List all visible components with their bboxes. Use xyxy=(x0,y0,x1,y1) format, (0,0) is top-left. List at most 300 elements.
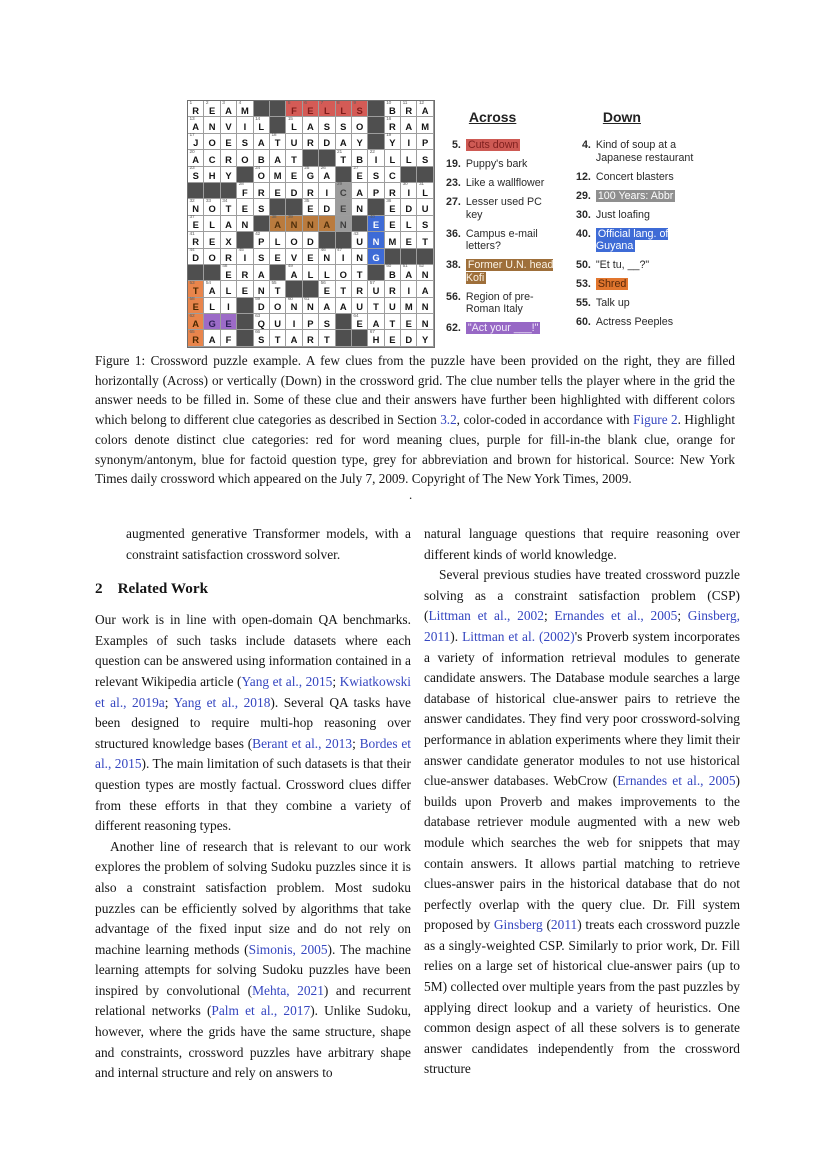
clue-item xyxy=(442,259,560,284)
grid-cell xyxy=(385,298,401,314)
cell-letter: A xyxy=(225,104,232,116)
clue-text: Region of pre-Roman Italy xyxy=(465,290,534,316)
cell-letter: R xyxy=(225,252,232,264)
cell-letter: L xyxy=(274,235,281,247)
grid-cell xyxy=(385,134,401,150)
cell-letter: N xyxy=(208,121,216,133)
grid-cell xyxy=(352,298,368,314)
grid-cell xyxy=(385,150,401,166)
cell-letter: I xyxy=(407,284,411,296)
cell-letter: A xyxy=(208,284,216,296)
cell-letter: N xyxy=(356,203,363,215)
grid-cell-black xyxy=(368,101,384,117)
grid-cell xyxy=(336,249,352,265)
cell-letter: E xyxy=(225,317,232,329)
grid-cell xyxy=(417,265,433,281)
grid-cell xyxy=(254,298,270,314)
cell-letter: E xyxy=(274,186,281,198)
clues-down xyxy=(572,100,750,348)
grid-cell xyxy=(385,101,401,117)
cell-number: 33 xyxy=(205,198,211,204)
cell-letter: T xyxy=(340,284,347,296)
grid-cell-black xyxy=(237,298,253,314)
grid-cell xyxy=(188,232,204,248)
cell-letter: N xyxy=(339,219,347,231)
cell-letter: I xyxy=(227,301,230,313)
cell-letter: L xyxy=(258,121,265,133)
grid-cell xyxy=(204,134,220,150)
cell-number: 53 xyxy=(189,280,195,286)
cell-letter: I xyxy=(243,252,247,264)
clue-text xyxy=(596,228,706,253)
clue-number: 38. xyxy=(446,259,461,272)
grid-cell xyxy=(303,265,319,281)
grid-cell xyxy=(254,183,270,199)
grid-cell-black xyxy=(336,167,352,183)
grid-cell xyxy=(204,232,220,248)
grid-cell xyxy=(204,167,220,183)
grid-cell-black xyxy=(303,281,319,297)
cell-letter: A xyxy=(356,186,363,198)
grid-cell xyxy=(188,167,204,183)
grid-cell xyxy=(188,216,204,232)
grid-cell xyxy=(368,281,384,297)
cell-number: 23 xyxy=(189,166,195,172)
grid-cell-black xyxy=(417,167,433,183)
grid-cell xyxy=(286,101,302,117)
cell-number: 47 xyxy=(337,248,342,254)
grid-cell xyxy=(385,281,401,297)
heading-title: Related Work xyxy=(117,580,209,598)
grid-cell-black xyxy=(188,265,204,281)
cell-letter: M xyxy=(421,121,430,133)
cell-letter: N xyxy=(241,219,249,231)
cell-letter: E xyxy=(340,203,347,215)
cell-number: 26 xyxy=(320,166,326,172)
clue-highlight: Cuts down xyxy=(467,139,519,151)
cell-letter: Y xyxy=(356,137,363,149)
cell-letter: R xyxy=(225,153,232,165)
cell-letter: R xyxy=(388,121,396,133)
cell-number: 44 xyxy=(189,248,195,254)
intro-paragraph: augmented generative Transformer models, with a constraint satisfaction crossword solver. xyxy=(126,526,411,562)
grid-cell xyxy=(336,199,352,215)
cell-number: 54 xyxy=(205,280,211,286)
cell-letter: S xyxy=(241,137,248,149)
cell-letter: A xyxy=(192,153,200,165)
cell-letter: S xyxy=(258,334,265,346)
citation-link[interactable]: Palm et al., 2017 xyxy=(211,1003,311,1019)
clue-text xyxy=(466,139,556,152)
clue-number: 53. xyxy=(576,278,591,291)
grid-cell xyxy=(221,216,237,232)
cell-number: 38 xyxy=(271,215,277,221)
clue-text xyxy=(596,190,706,203)
cell-number: 15 xyxy=(287,116,293,122)
cell-letter: O xyxy=(274,301,282,313)
cell-letter: E xyxy=(372,219,380,231)
cell-number: 34 xyxy=(222,198,228,204)
cell-letter: A xyxy=(208,334,216,346)
citation-link[interactable]: Littman et al., 2002 xyxy=(428,608,544,624)
cell-letter: U xyxy=(421,203,429,215)
citation-link[interactable]: Berant et al., 2013 xyxy=(252,735,353,751)
cell-letter: A xyxy=(192,317,200,329)
grid-cell-black xyxy=(319,232,335,248)
cell-letter: L xyxy=(209,219,215,231)
cell-number: 64 xyxy=(353,313,359,319)
grid-cell xyxy=(254,232,270,248)
column-right xyxy=(424,524,740,1080)
grid-cell xyxy=(303,134,319,150)
grid-cell xyxy=(336,265,352,281)
cell-letter: E xyxy=(307,252,314,264)
cell-letter: S xyxy=(192,170,199,182)
cell-number: 11 xyxy=(402,100,408,106)
grid-cell xyxy=(204,117,220,133)
clue-text: Kind of soup at a Japanese restaurant xyxy=(595,139,694,164)
grid-cell xyxy=(221,265,237,281)
grid-cell xyxy=(270,183,286,199)
clue-number: 40. xyxy=(576,227,591,240)
grid-cell xyxy=(401,314,417,330)
cell-number: 5 xyxy=(287,100,291,106)
citation-link[interactable]: Simonis, 2005 xyxy=(248,941,328,957)
cell-number: 25 xyxy=(304,166,310,172)
grid-cell xyxy=(286,298,302,314)
citation-link[interactable]: Yang et al., 2018 xyxy=(173,694,271,710)
cell-letter: A xyxy=(323,301,331,313)
down-title: Down xyxy=(602,109,641,125)
cell-letter: L xyxy=(340,104,347,116)
grid-cell xyxy=(336,281,352,297)
cell-letter: A xyxy=(192,121,200,133)
cell-letter: R xyxy=(192,104,200,116)
grid-cell xyxy=(270,216,286,232)
grid-cell xyxy=(352,101,368,117)
cell-letter: H xyxy=(208,170,216,182)
clue-highlight: Former U.N. head Kofi xyxy=(465,259,554,284)
cell-letter: E xyxy=(192,301,199,313)
cell-letter: R xyxy=(257,186,265,198)
grid-cell xyxy=(336,216,352,232)
cell-letter: Y xyxy=(389,137,396,149)
grid-cell xyxy=(401,199,417,215)
grid-cell xyxy=(188,117,204,133)
cell-number: 27 xyxy=(353,166,359,172)
cell-letter: A xyxy=(339,137,347,149)
cell-letter: T xyxy=(373,301,379,313)
cell-letter: U xyxy=(290,137,298,149)
cell-letter: V xyxy=(225,121,232,133)
cell-letter: A xyxy=(290,268,298,280)
cell-letter: A xyxy=(274,153,282,165)
cell-number: 52 xyxy=(418,264,424,270)
citation-link[interactable]: Ginsberg xyxy=(493,917,543,933)
grid-cell-black xyxy=(254,216,270,232)
grid-cell-black xyxy=(270,265,286,281)
clue-item xyxy=(572,259,750,272)
clue-number: 60. xyxy=(576,316,591,329)
cell-number: 1 xyxy=(189,100,192,106)
grid-cell xyxy=(385,330,401,346)
cell-number: 16 xyxy=(386,116,392,122)
cell-letter: F xyxy=(242,186,248,198)
cell-letter: U xyxy=(356,235,363,247)
cell-letter: L xyxy=(291,121,297,133)
grid-cell xyxy=(319,134,335,150)
citation-link[interactable]: Mehta, 2021 xyxy=(252,982,324,998)
cell-letter: P xyxy=(372,186,380,198)
cell-letter: D xyxy=(257,301,265,313)
cell-letter: D xyxy=(323,203,331,215)
cell-letter: E xyxy=(356,170,363,182)
grid-cell xyxy=(188,199,204,215)
cell-letter: S xyxy=(422,153,429,165)
citation-link[interactable]: 2011 xyxy=(550,917,578,933)
grid-cell xyxy=(336,134,352,150)
citation-link[interactable]: Ernandes et al., 2005 xyxy=(554,608,678,624)
clue-item xyxy=(572,278,750,291)
cell-number: 2 xyxy=(205,100,209,106)
cell-letter: L xyxy=(405,153,412,165)
cell-letter: L xyxy=(209,301,215,313)
cell-letter: U xyxy=(356,301,363,313)
grid-cell xyxy=(237,265,253,281)
grid-cell xyxy=(221,117,237,133)
clue-number: 29. xyxy=(576,189,591,202)
clue-text xyxy=(466,322,556,335)
cell-letter: R xyxy=(241,268,249,280)
down-clue-list xyxy=(572,139,750,329)
cell-letter: N xyxy=(257,284,265,296)
cell-number: 36 xyxy=(386,198,392,204)
cell-letter: R xyxy=(192,334,200,346)
citation-link[interactable]: 3.2 xyxy=(440,412,457,428)
grid-cell xyxy=(237,117,253,133)
grid-cell xyxy=(336,298,352,314)
grid-cell xyxy=(303,199,319,215)
cell-number: 55 xyxy=(271,280,277,286)
cell-letter: A xyxy=(257,268,265,280)
grid-cell xyxy=(188,298,204,314)
cell-letter: M xyxy=(273,170,282,182)
cell-number: 62 xyxy=(189,313,195,319)
grid-cell xyxy=(352,249,368,265)
grid-cell xyxy=(221,314,237,330)
grid-cell xyxy=(417,330,433,346)
grid-cell xyxy=(286,314,302,330)
cell-letter: A xyxy=(421,284,429,296)
grid-cell xyxy=(319,249,335,265)
cell-number: 66 xyxy=(255,329,260,335)
grid-cell xyxy=(188,101,204,117)
grid-cell xyxy=(352,199,368,215)
cell-number: 61 xyxy=(304,297,310,303)
grid-cell-black xyxy=(417,249,433,265)
cell-letter: E xyxy=(208,104,216,116)
cell-letter: D xyxy=(405,203,413,215)
cell-letter: S xyxy=(323,317,330,329)
clues-across xyxy=(442,100,560,348)
citation-link[interactable]: Ginsberg, 2011 xyxy=(424,608,740,644)
cell-letter: I xyxy=(407,137,411,149)
grid-cell xyxy=(286,265,302,281)
grid-cell xyxy=(204,298,220,314)
grid-cell-black xyxy=(204,265,220,281)
cell-letter: E xyxy=(208,235,216,247)
cell-letter: O xyxy=(257,170,265,182)
cell-number: 58 xyxy=(189,297,195,303)
cell-letter: A xyxy=(307,121,314,133)
cell-letter: A xyxy=(323,170,331,182)
column-left xyxy=(95,524,411,1084)
cell-number: 24 xyxy=(255,166,260,172)
grid-cell-black xyxy=(188,183,204,199)
cell-letter: M xyxy=(404,301,413,313)
cell-letter: R xyxy=(307,137,314,149)
cell-letter: F xyxy=(291,104,297,116)
crossword-grid xyxy=(187,100,435,348)
citation-link[interactable]: Figure 2 xyxy=(633,412,678,428)
cell-letter: N xyxy=(307,301,314,313)
cell-letter: E xyxy=(389,334,396,346)
cell-letter: E xyxy=(307,203,314,215)
citation-link[interactable]: Yang et al., 2015 xyxy=(241,673,333,689)
grid-cell xyxy=(352,265,368,281)
grid-cell-black xyxy=(237,232,253,248)
cell-number: 41 xyxy=(189,231,195,237)
cell-letter: A xyxy=(257,137,265,149)
grid-cell xyxy=(286,330,302,346)
grid-cell xyxy=(303,183,319,199)
grid-cell-black xyxy=(221,183,237,199)
grid-cell xyxy=(319,216,335,232)
clue-highlight: "Act your ___!" xyxy=(467,322,539,335)
cell-number: 57 xyxy=(369,280,375,286)
cell-letter: R xyxy=(356,284,363,296)
across-title: Across xyxy=(468,109,517,125)
grid-cell xyxy=(417,298,433,314)
grid-cell xyxy=(303,249,319,265)
cell-letter: H xyxy=(372,334,380,346)
grid-cell xyxy=(368,183,384,199)
grid-cell xyxy=(270,314,286,330)
cell-number: 6 xyxy=(304,100,307,106)
cell-letter: J xyxy=(193,137,199,149)
grid-cell xyxy=(270,167,286,183)
paragraph: natural language questions that require reasoning over different kinds of world knowledge. xyxy=(424,526,740,562)
grid-cell xyxy=(385,265,401,281)
cell-letter: R xyxy=(405,104,413,116)
grid-cell xyxy=(368,232,384,248)
grid-cell xyxy=(303,101,319,117)
cell-number: 46 xyxy=(320,248,326,254)
cell-letter: G xyxy=(306,170,315,182)
grid-cell xyxy=(352,232,368,248)
cell-letter: N xyxy=(356,252,363,264)
grid-cell xyxy=(286,134,302,150)
clue-text xyxy=(596,278,706,291)
cell-letter: O xyxy=(339,268,347,280)
cell-letter: N xyxy=(307,219,314,231)
cell-letter: R xyxy=(307,334,314,346)
cell-letter: E xyxy=(389,203,396,215)
cell-letter: R xyxy=(307,186,314,198)
cell-letter: U xyxy=(274,317,282,329)
clue-item xyxy=(572,316,750,329)
grid-cell xyxy=(352,167,368,183)
cell-letter: N xyxy=(290,301,298,313)
across-clue-list xyxy=(442,139,560,335)
grid-cell-black xyxy=(336,232,352,248)
grid-cell xyxy=(319,183,335,199)
cell-letter: D xyxy=(192,252,200,264)
cell-letter: T xyxy=(274,137,281,149)
cell-letter: L xyxy=(225,284,232,296)
cell-letter: S xyxy=(258,252,265,264)
citation-link[interactable]: Ernandes et al., 2005 xyxy=(617,773,736,789)
grid-cell-black xyxy=(286,199,302,215)
grid-cell xyxy=(319,117,335,133)
cell-letter: N xyxy=(372,235,380,247)
grid-cell-black xyxy=(352,216,368,232)
grid-cell xyxy=(385,216,401,232)
cell-number: 9 xyxy=(353,100,356,106)
grid-cell xyxy=(221,167,237,183)
grid-cell xyxy=(254,199,270,215)
cell-number: 12 xyxy=(418,100,424,106)
grid-cell xyxy=(417,134,433,150)
citation-link[interactable]: Kwiatkowski et al., 2019a xyxy=(95,673,411,710)
grid-cell xyxy=(254,330,270,346)
cell-number: 22 xyxy=(369,149,375,155)
cell-letter: E xyxy=(225,268,232,280)
citation-link[interactable]: Littman et al. (2002) xyxy=(462,628,575,644)
cell-number: 65 xyxy=(189,329,195,335)
grid-cell xyxy=(368,330,384,346)
grid-cell xyxy=(385,167,401,183)
cell-letter: L xyxy=(323,104,330,116)
cell-letter: S xyxy=(323,121,330,133)
clue-text: Talk up xyxy=(595,297,630,310)
grid-cell xyxy=(401,232,417,248)
cell-letter: T xyxy=(340,153,347,165)
figure-caption: Figure 1: Crossword puzzle example. A few clues from the puzzle have been provided on the right, they are filled horizontally (Across) or vertically (Down) in the crossword grid. The clue number tells the player where in the grid the answer needs to be filled in. Some of these clue and their answers have further been highlighted with different colors which belong to different clue categories as described in Section 3.2, color-coded in accordance with Figure 2. Highlight colors denote distinct clue categories: red for word meaning clues, purple for fill-in-the blank clue, orange for synonym/antonym, blue for factoid question type, grey for abbreviation and brown for historical. Source: New York Times daily crossword which appeared on the July 7, 2009. Copyright of The New York Times, 2009. xyxy=(95,353,735,487)
cell-letter: N xyxy=(421,301,429,313)
grid-cell xyxy=(417,281,433,297)
cell-number: 19 xyxy=(386,133,392,139)
grid-cell xyxy=(319,265,335,281)
cell-letter: A xyxy=(405,268,413,280)
grid-cell xyxy=(319,167,335,183)
grid-cell xyxy=(303,298,319,314)
cell-letter: M xyxy=(388,235,397,247)
cell-letter: T xyxy=(356,268,363,280)
cell-letter: T xyxy=(323,334,330,346)
grid-cell xyxy=(401,150,417,166)
grid-cell xyxy=(221,249,237,265)
clue-number: 56. xyxy=(446,290,461,303)
grid-cell xyxy=(303,330,319,346)
grid-cell xyxy=(270,134,286,150)
cell-letter: F xyxy=(225,334,232,346)
grid-cell xyxy=(303,117,319,133)
grid-cell xyxy=(319,199,335,215)
cell-letter: E xyxy=(241,284,248,296)
citation-link[interactable]: Bordes et al., 2015 xyxy=(95,735,412,772)
clue-item xyxy=(442,228,560,253)
